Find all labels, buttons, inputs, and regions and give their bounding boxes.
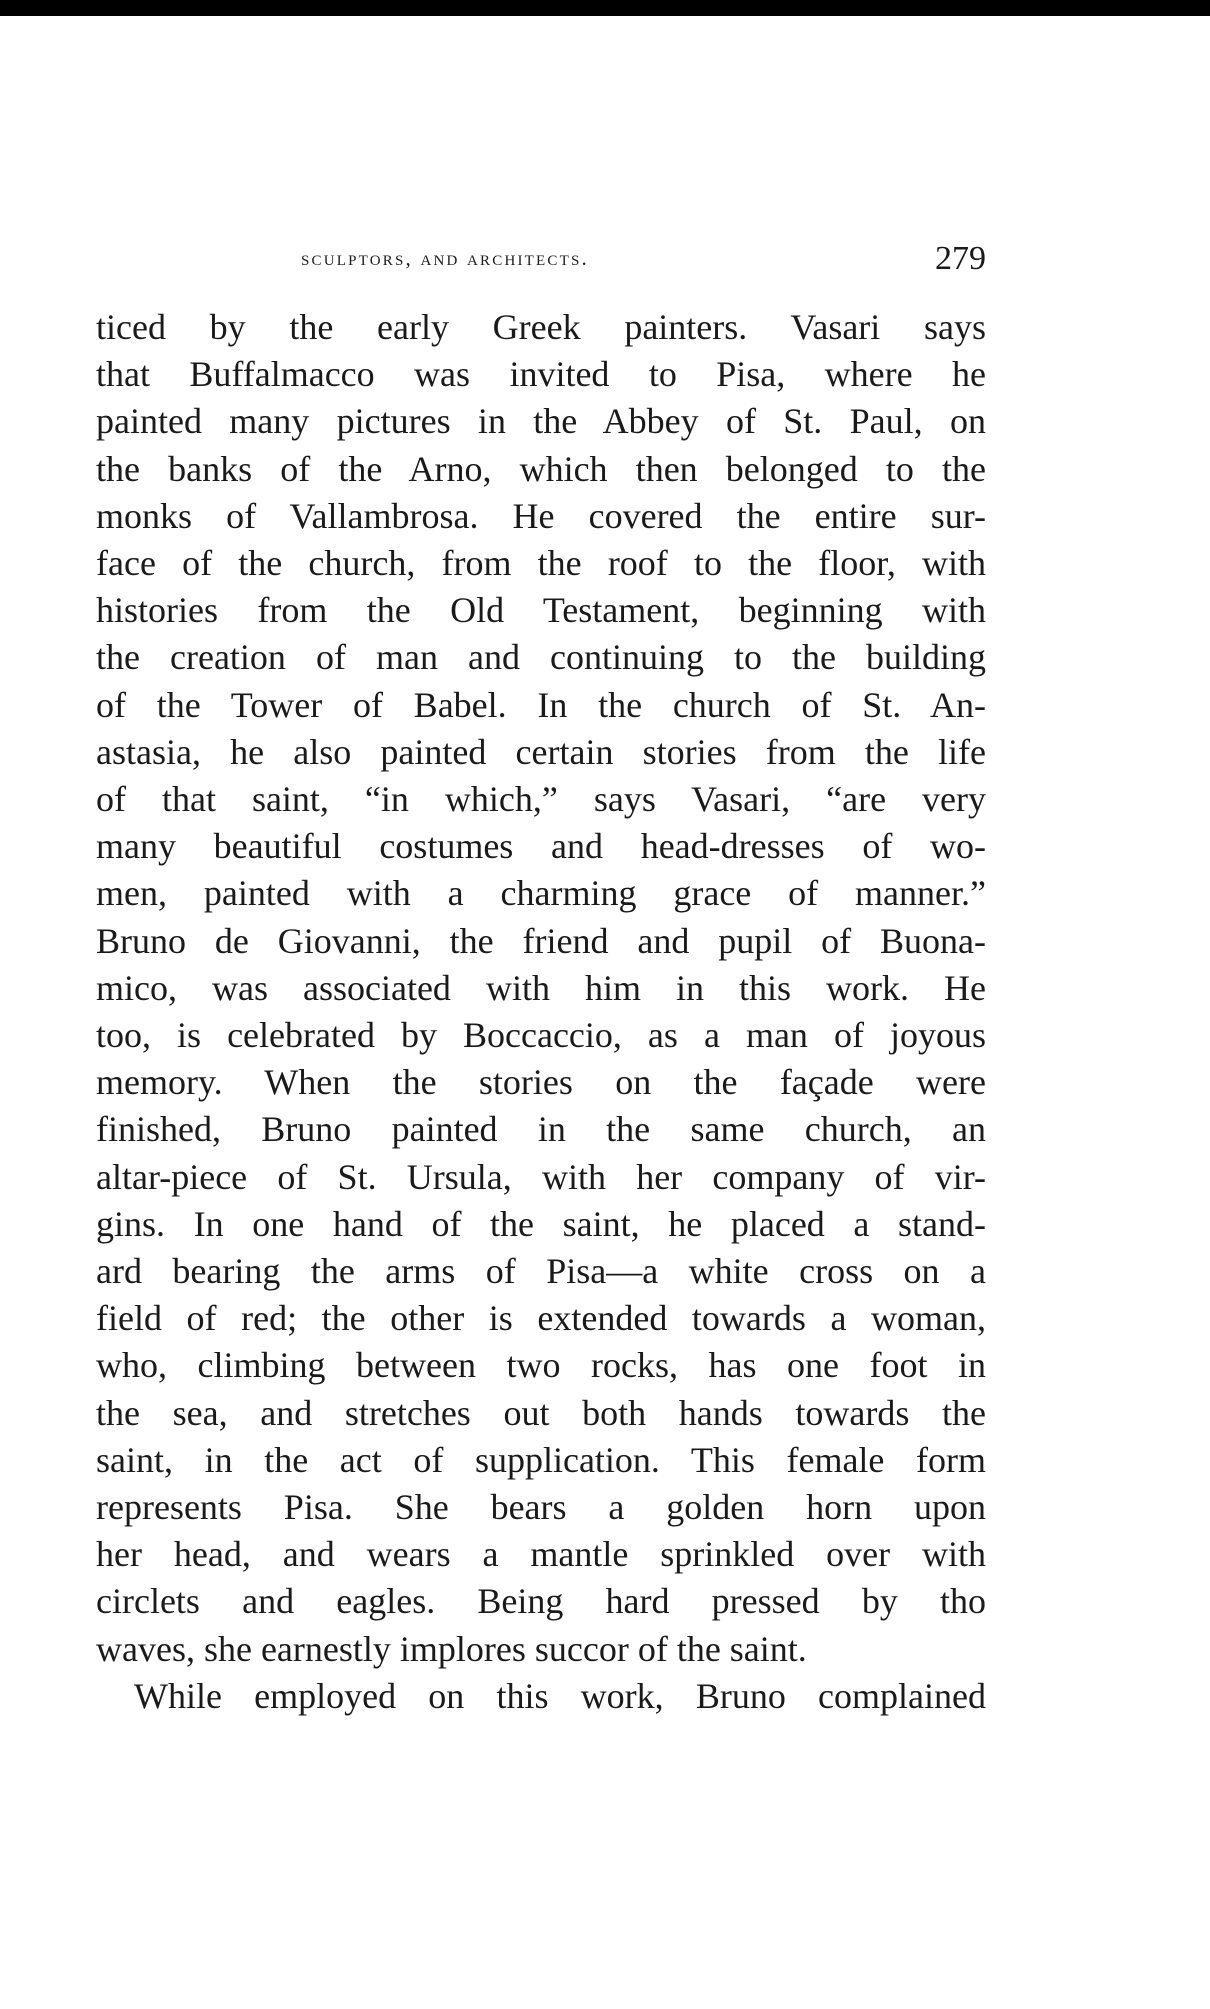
text-line: monks of Vallambrosa. He covered the entire sur- (96, 495, 986, 536)
paragraph-first-line: While employed on this work, Bruno complained (134, 1675, 986, 1716)
scan-top-border (0, 0, 1210, 16)
text-line: histories from the Old Testament, beginning with (96, 590, 986, 631)
running-title: sculptors, and architects. (301, 246, 589, 270)
text-line: saint, in the act of supplication. This female form (96, 1439, 986, 1480)
page-number: 279 (935, 240, 986, 277)
text-line: represents Pisa. She bears a golden horn upon (96, 1487, 986, 1528)
text-line: men, painted with a charming grace of manner.” (96, 873, 986, 914)
text-line: mico, was associated with him in this work. He (96, 967, 986, 1008)
text-line: the sea, and stretches out both hands towards the (96, 1392, 986, 1433)
text-line: circlets and eagles. Being hard pressed by tho (96, 1581, 986, 1622)
text-line: that Buffalmacco was invited to Pisa, where he (96, 354, 986, 395)
text-line: ticed by the early Greek painters. Vasari says (96, 307, 986, 347)
text-line: the banks of the Arno, which then belonged to the (96, 448, 986, 489)
text-line: who, climbing between two rocks, has one foot in (96, 1345, 986, 1386)
text-line: astasia, he also painted certain stories from the life (96, 731, 986, 772)
text-line: painted many pictures in the Abbey of St. Paul, on (96, 401, 986, 442)
text-line: her head, and wears a mantle sprinkled over with (96, 1534, 986, 1575)
text-line: many beautiful costumes and head-dresses of wo- (96, 826, 986, 867)
text-line: altar-piece of St. Ursula, with her company of vir- (96, 1156, 986, 1197)
text-line: the creation of man and continuing to the building (96, 637, 986, 678)
text-line: face of the church, from the roof to the floor, with (96, 543, 986, 584)
text-line: of that saint, “in which,” says Vasari, “are very (96, 779, 986, 820)
text-line: gins. In one hand of the saint, he placed a stand- (96, 1203, 986, 1244)
text-line: ard bearing the arms of Pisa—a white cross on a (96, 1251, 986, 1292)
running-head (96, 242, 986, 292)
body-text (96, 304, 986, 1720)
text-line: waves, she earnestly implores succor of the saint. (96, 1628, 807, 1669)
text-line: finished, Bruno painted in the same church, an (96, 1109, 986, 1150)
text-line: field of red; the other is extended towards a woman, (96, 1298, 986, 1339)
text-line: too, is celebrated by Boccaccio, as a man of joyous (96, 1015, 986, 1056)
book-page (96, 242, 986, 1720)
text-line: memory. When the stories on the façade were (96, 1062, 986, 1103)
text-line: Bruno de Giovanni, the friend and pupil of Buona- (96, 920, 986, 961)
text-line: of the Tower of Babel. In the church of St. An- (96, 684, 986, 725)
